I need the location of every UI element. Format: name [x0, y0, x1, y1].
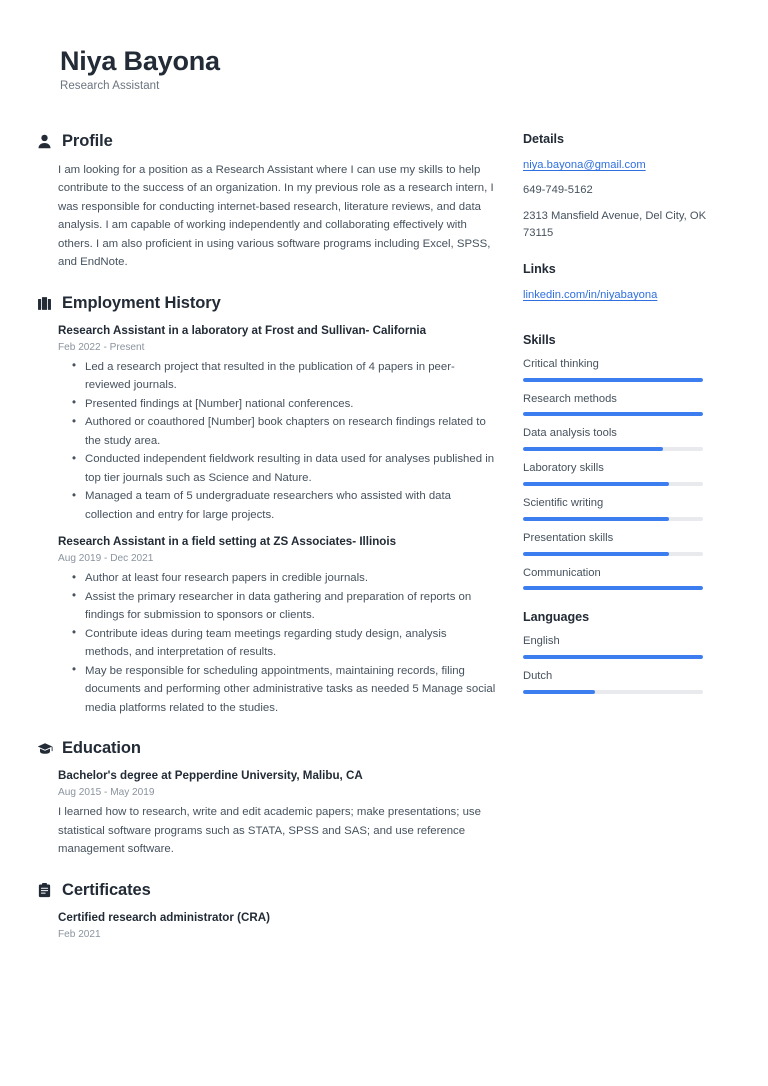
- language-level-fill: [523, 655, 703, 659]
- section-education: [36, 739, 496, 859]
- skill-row: [523, 565, 723, 591]
- employment-entry-bullets: [58, 569, 496, 717]
- section-title-profile: Profile: [62, 132, 113, 150]
- phone-number: 649-749-5162: [523, 184, 593, 197]
- employment-entry-date: Feb 2022 - Present: [58, 341, 145, 353]
- section-header-education: [36, 739, 496, 758]
- education-entry-date: Aug 2015 - May 2019: [58, 787, 155, 799]
- graduation-cap-icon: [36, 740, 53, 757]
- certificate-entry: [58, 910, 496, 942]
- candidate-job-title: Research Assistant: [60, 80, 160, 93]
- skill-level-bar: [523, 552, 703, 556]
- skill-level-bar: [523, 586, 703, 590]
- skill-row: [523, 425, 723, 451]
- person-icon: [36, 133, 53, 150]
- skill-label: Laboratory skills: [523, 462, 604, 475]
- skill-label: Critical thinking: [523, 357, 599, 370]
- skill-row: [523, 495, 723, 521]
- section-title-education: Education: [62, 739, 141, 758]
- list-item: • Presented findings at [Number] national conferences.: [85, 395, 496, 413]
- sidebar-title-details: Details: [523, 132, 564, 146]
- employment-entry: [58, 534, 496, 717]
- skill-level-bar: [523, 412, 703, 416]
- employment-entry-bullets: [58, 358, 496, 524]
- linkedin-link[interactable]: linkedin.com/in/niyabayona: [523, 289, 658, 302]
- employment-entry-date: Aug 2019 - Dec 2021: [58, 553, 154, 565]
- employment-entry-title: Research Assistant in a field setting at ZS Associates- Illinois: [58, 535, 397, 549]
- language-label: English: [523, 635, 560, 648]
- resume-header: [60, 46, 540, 92]
- skill-level-fill: [523, 412, 703, 416]
- section-profile: [36, 132, 496, 272]
- skill-label: Presentation skills: [523, 531, 614, 544]
- list-item: • May be responsible for scheduling appointments, maintaining records, filing documents and performing other administrative tasks as needed 5 Manage social media platforms related to the studies.: [85, 662, 496, 717]
- list-item: • Contribute ideas during team meetings regarding study design, analysis methods, and interpretation of results.: [85, 625, 496, 662]
- skill-level-bar: [523, 447, 703, 451]
- section-employment: [36, 294, 496, 717]
- section-header-employment: [36, 294, 496, 313]
- sidebar-section-languages: [523, 610, 723, 694]
- main-column: [36, 132, 496, 942]
- skill-row: [523, 391, 723, 417]
- skill-level-fill: [523, 447, 663, 451]
- skill-level-fill: [523, 552, 669, 556]
- language-row: [523, 668, 723, 694]
- clipboard-icon: [36, 882, 53, 899]
- language-level-bar: [523, 690, 703, 694]
- list-item: • Authored or coauthored [Number] book chapters on research findings related to the study area.: [85, 413, 496, 450]
- profile-text: I am looking for a position as a Research Assistant where I can use my skills to help contribute to the success of an organization. In my previous role as a research intern, I was responsible for conducting internet-based research, literature reviews, and data analysis. I am capable of working independently and collaborating effectively with others. I am also proficient in using various software programs including Excel, SPSS, and EndNote.: [58, 164, 494, 269]
- skill-row: [523, 530, 723, 556]
- skill-row: [523, 356, 723, 382]
- candidate-name: Niya Bayona: [60, 46, 220, 76]
- list-item: • Assist the primary researcher in data gathering and preparation of reports on findings for submission to sponsors or clients.: [85, 588, 496, 625]
- list-item: • Managed a team of 5 undergraduate researchers who assisted with data collection and entry for large projects.: [85, 487, 496, 524]
- sidebar-section-skills: [523, 333, 723, 591]
- sidebar-section-links: [523, 262, 723, 312]
- list-item: • Led a research project that resulted in the publication of 4 papers in peer-reviewed journals.: [85, 358, 496, 395]
- sidebar-title-links: Links: [523, 262, 556, 277]
- email-link[interactable]: niya.bayona@gmail.com: [523, 159, 646, 171]
- section-body-certificates: [36, 910, 496, 942]
- education-entry: [58, 768, 496, 859]
- sidebar-column: [523, 132, 723, 703]
- list-item: • Conducted independent fieldwork resulting in data used for analyses published in top tier journals such as Science and Nature.: [85, 450, 496, 487]
- certificate-entry-date: Feb 2021: [58, 928, 101, 940]
- address: 2313 Mansfield Avenue, Del City, OK 73115: [523, 209, 707, 240]
- employment-entry: [58, 323, 496, 524]
- section-title-certificates: Certificates: [62, 880, 151, 899]
- sidebar-title-skills: Skills: [523, 332, 556, 347]
- skill-label: Research methods: [523, 392, 617, 405]
- skill-level-fill: [523, 586, 703, 590]
- section-title-employment: Employment History: [62, 293, 221, 312]
- section-header-profile: [36, 132, 496, 151]
- section-body-education: [36, 768, 496, 859]
- language-level-bar: [523, 655, 703, 659]
- skill-row: [523, 460, 723, 486]
- language-level-fill: [523, 690, 595, 694]
- skill-label: Communication: [523, 566, 601, 579]
- skill-level-fill: [523, 378, 703, 382]
- education-entry-title: Bachelor's degree at Pepperdine University, Malibu, CA: [58, 769, 363, 783]
- skill-label: Scientific writing: [523, 496, 604, 509]
- employment-entry-title: Research Assistant in a laboratory at Frost and Sullivan- California: [58, 323, 427, 337]
- section-body-profile: [36, 161, 496, 272]
- section-body-employment: [36, 323, 496, 717]
- language-row: [523, 633, 723, 659]
- certificate-entry-title: Certified research administrator (CRA): [58, 910, 270, 924]
- skill-level-fill: [523, 482, 669, 486]
- sidebar-title-languages: Languages: [523, 610, 590, 625]
- section-certificates: [36, 881, 496, 942]
- section-header-certificates: [36, 881, 496, 900]
- skill-level-bar: [523, 517, 703, 521]
- skill-level-bar: [523, 482, 703, 486]
- skill-level-fill: [523, 517, 669, 521]
- education-entry-description: I learned how to research, write and edit academic papers; make presentations; use statistical software programs such as STATA, SPSS and SAS; and use reference management software.: [58, 806, 481, 856]
- briefcase-icon: [36, 295, 53, 312]
- sidebar-section-details: [523, 132, 723, 242]
- skill-label: Data analysis tools: [523, 427, 617, 440]
- skill-level-bar: [523, 378, 703, 382]
- list-item: • Author at least four research papers in credible journals.: [85, 569, 496, 587]
- language-label: Dutch: [523, 670, 553, 683]
